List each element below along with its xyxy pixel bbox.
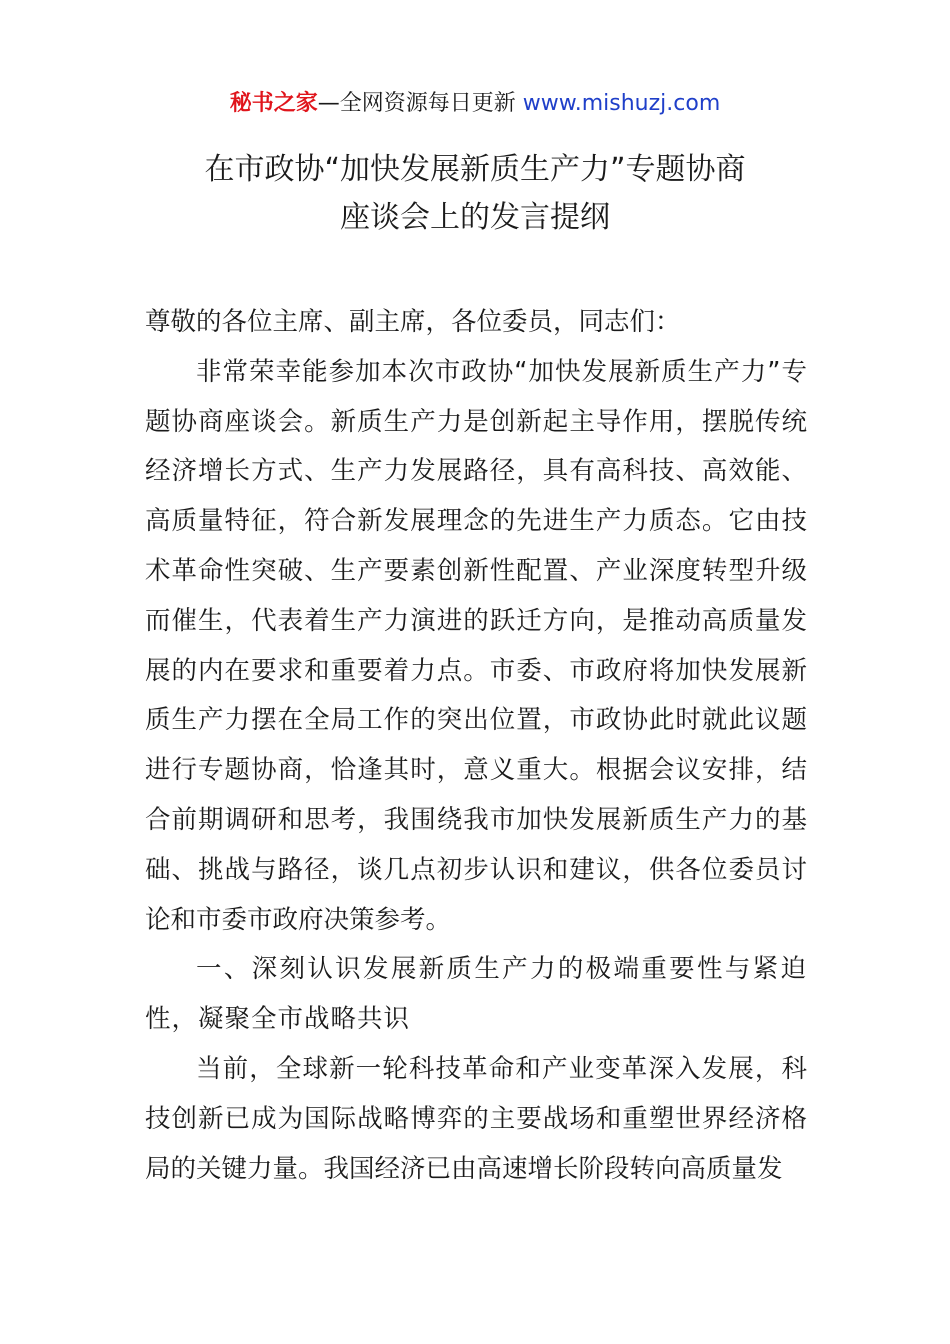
title-line-2: 座谈会上的发言提纲 <box>340 200 610 235</box>
site-header <box>0 88 950 120</box>
site-url-link[interactable]: www.mishuzj.com <box>522 91 721 116</box>
paragraph-intro: 非常荣幸能参加本次市政协“加快发展新质生产力”专题协商座谈会。新质生产力是创新起主导作用，摆脱传统经济增长方式、生产力发展路径，具有高科技、高效能、高质量特征，符合新发展理念的先进生产力质态。它由技术革命性突破、生产要素创新性配置、产业深度转型升级而催生，代表着生产力演进的跃迁方向，是推动高质量发展的内在要求和重要着力点。市委、市政府将加快发展新质生产力摆在全局工作的突出位置，市政协此时就此议题进行专题协商，恰逢其时，意义重大。根据会议安排，结合前期调研和思考，我围绕我市加快发展新质生产力的基础、挑战与路径，谈几点初步认识和建议，供各位委员讨论和市委市政府决策参考。 <box>145 356 807 935</box>
brand-name: 秘书之家 <box>229 91 318 116</box>
title-line-1: 在市政协“加快发展新质生产力”专题协商 <box>204 152 746 187</box>
salutation: 尊敬的各位主席、副主席，各位委员，同志们： <box>145 307 681 337</box>
paragraph-section-1: 当前，全球新一轮科技革命和产业变革深入发展，科技创新已成为国际战略博弈的主要战场和重塑世界经济格局的关键力量。我国经济已由高速增长阶段转向高质量发 <box>145 1053 807 1184</box>
header-tagline: —全网资源每日更新 <box>317 91 523 116</box>
section-heading-1: 一、深刻认识发展新质生产力的极端重要性与紧迫性，凝聚全市战略共识 <box>145 954 807 1035</box>
document-title <box>120 146 830 242</box>
document-body <box>145 298 807 1194</box>
